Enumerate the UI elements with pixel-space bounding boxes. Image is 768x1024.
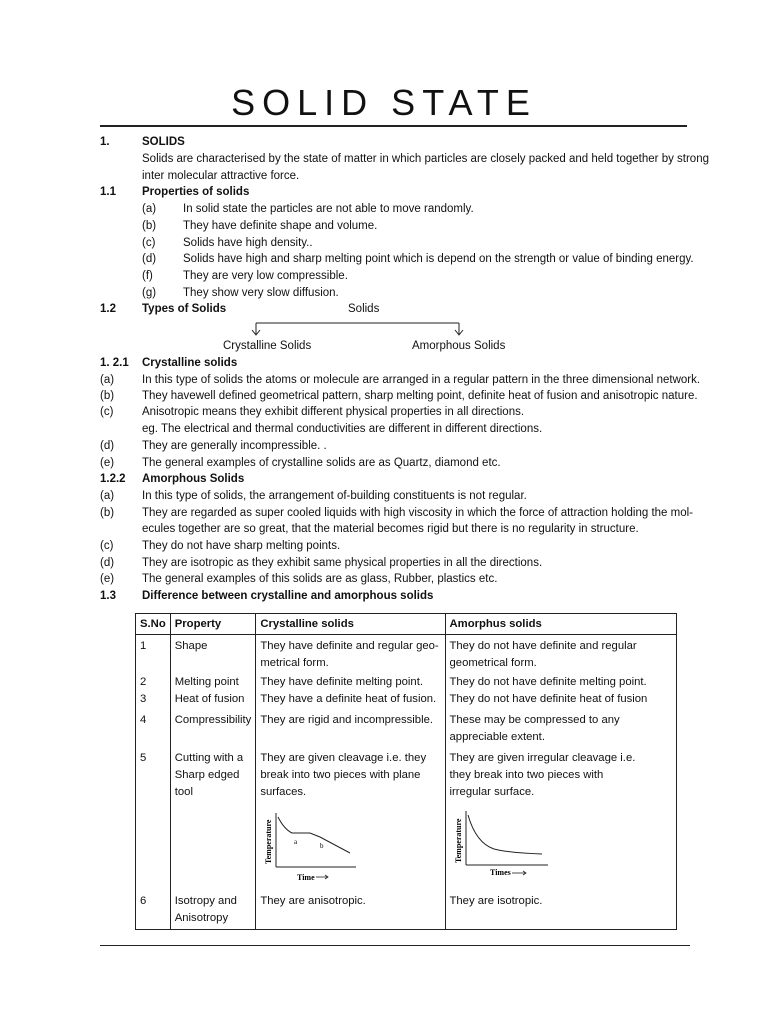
table-row <box>136 710 677 748</box>
header-sno: S.No <box>136 614 171 635</box>
list-item-text: Solids have high and sharp melting point which is depend on the strength or value of binding energy. <box>183 253 694 265</box>
y-axis-label: Temperature <box>453 818 463 863</box>
table-row <box>136 674 677 691</box>
list-item-mark: (b) <box>100 390 115 402</box>
list-item-mark: (a) <box>142 203 157 215</box>
cell-line: Shape <box>174 640 208 652</box>
list-item-mark: (d) <box>100 557 115 569</box>
list-item-text: eg. The electrical and thermal conductivities are different in different directions. <box>142 423 543 435</box>
section-1-2-heading: Types of Solids <box>142 303 227 315</box>
cell-line: They are given irregular cleavage i.e. <box>449 752 636 764</box>
header-property: Property <box>170 614 256 635</box>
curve <box>468 815 542 854</box>
section-1-2-1-heading: Crystalline solids <box>142 357 238 369</box>
cell-line: Anisotropy <box>174 912 229 924</box>
crystalline-graph-cell <box>256 801 445 893</box>
y-axis-label: Temperature <box>264 819 274 864</box>
list-item-mark: (c) <box>142 237 156 249</box>
cell-line: They are isotropic. <box>449 895 543 907</box>
header-crystalline: Crystalline solids <box>256 614 445 635</box>
list-item-text: The general examples of crystalline solids are as Quartz, diamond etc. <box>142 457 501 469</box>
list-item-mark: (d) <box>100 440 115 452</box>
cell-line: surfaces. <box>260 786 307 798</box>
tree-root-label: Solids <box>348 303 380 315</box>
list-item-mark: (a) <box>100 490 115 502</box>
list-item-mark: (b) <box>142 220 157 232</box>
table-cell-amo <box>445 748 677 801</box>
table-cell-sno: 2 <box>136 674 171 691</box>
section-1-2-2-number: 1.2.2 <box>100 473 126 485</box>
page-title: SOLID STATE <box>231 82 537 123</box>
table-cell-sno: 4 <box>136 710 171 748</box>
list-item-text: Anisotropic means they exhibit different physical properties in all directions. <box>142 406 525 418</box>
cell-line: They are rigid and incompressible. <box>260 714 434 726</box>
section-1-text-line1: Solids are characterised by the state of matter in which particles are closely packed and held together by strong <box>142 153 709 165</box>
x-axis-label: Time <box>297 873 315 882</box>
cell-line: They have a definite heat of fusion. <box>260 693 437 705</box>
table-row <box>136 635 677 675</box>
cell-line: irregular surface. <box>449 786 535 798</box>
table-cell-cry <box>256 748 445 801</box>
curve <box>278 817 350 853</box>
table-cell-sno: 1 <box>136 635 171 675</box>
cell-line: They are given cleavage i.e. they <box>260 752 427 764</box>
list-item-text: In this type of solids, the arrangement of-building constituents is not regular. <box>142 490 527 502</box>
list-item-text: They are generally incompressible. . <box>142 440 327 452</box>
table-cell-amo <box>445 691 677 710</box>
list-item-text: They are regarded as super cooled liquids with high viscosity in which the force of attraction holding the mol- <box>142 507 694 519</box>
section-1-heading: SOLIDS <box>142 136 185 148</box>
cell-line: appreciable extent. <box>449 731 545 743</box>
list-item-text: They are very low compressible. <box>183 270 348 282</box>
table-row <box>136 691 677 710</box>
amorphous-graph-cell <box>445 801 677 893</box>
table-cell-amo <box>445 674 677 691</box>
table-cell-cry <box>256 635 445 675</box>
list-item-mark: (e) <box>100 573 115 585</box>
table-cell-amo <box>445 893 677 930</box>
cell-line: They are anisotropic. <box>260 895 366 907</box>
cell-line: They have definite and regular geo- <box>260 640 439 652</box>
comparison-table <box>135 613 677 930</box>
list-item-text: They do not have sharp melting points. <box>142 540 341 552</box>
section-1-3-number: 1.3 <box>100 590 116 602</box>
table-cell-cry <box>256 710 445 748</box>
table-row <box>136 893 677 930</box>
graph-row <box>136 801 677 893</box>
cell-line: Melting point <box>174 676 239 688</box>
table-cell-amo <box>445 710 677 748</box>
list-item-text: They havewell defined geometrical pattern, sharp melting point, definite heat of fusion and anisotropic nature. <box>142 390 698 402</box>
section-1-2-number: 1.2 <box>100 303 116 315</box>
cell-line: They do not have definite melting point. <box>449 676 647 688</box>
cell-line: Sharp edged <box>174 769 240 781</box>
types-tree-lines <box>240 318 480 340</box>
table-cell-cry <box>256 691 445 710</box>
point-a-label: a <box>294 838 298 846</box>
list-item-mark: (c) <box>100 406 114 418</box>
table-cell-cry <box>256 893 445 930</box>
section-1-2-2-heading: Amorphous Solids <box>142 473 245 485</box>
tree-crystalline-label: Crystalline Solids <box>223 340 312 352</box>
title-rule <box>100 125 687 127</box>
table-cell-sno: 3 <box>136 691 171 710</box>
cell-line: Isotropy and <box>174 895 237 907</box>
list-item-mark: (e) <box>100 457 115 469</box>
table-cell-prop <box>170 635 256 675</box>
cell-line: They have definite melting point. <box>260 676 423 688</box>
amorphous-cooling-curve <box>450 809 560 887</box>
cell-line: metrical form. <box>260 657 329 669</box>
cell-line: they break into two pieces with <box>449 769 604 781</box>
graph-empty-cell <box>136 801 171 893</box>
section-1-text-line2: inter molecular attractive force. <box>142 170 300 182</box>
table-cell-prop <box>170 691 256 710</box>
table-cell-prop <box>170 674 256 691</box>
cell-line: Cutting with a <box>174 752 244 764</box>
table-cell-sno: 5 <box>136 748 171 801</box>
table-cell-sno: 6 <box>136 893 171 930</box>
graph-empty-cell <box>170 801 256 893</box>
point-b-label: b <box>320 842 324 850</box>
table-cell-prop <box>170 893 256 930</box>
header-amorphous: Amorphus solids <box>445 614 677 635</box>
list-item-mark: (g) <box>142 287 157 299</box>
cell-line: Compressibility <box>174 714 252 726</box>
list-item-text: Solids have high density.. <box>183 237 313 249</box>
table-cell-amo <box>445 635 677 675</box>
cell-line: tool <box>174 786 193 798</box>
section-1-2-1-number: 1. 2.1 <box>100 357 129 369</box>
table-cell-cry <box>256 674 445 691</box>
cell-line: They do not have definite and regular <box>449 640 637 652</box>
table-row <box>136 748 677 801</box>
list-item-mark: (c) <box>100 540 114 552</box>
cell-line: geometrical form. <box>449 657 537 669</box>
table-cell-prop <box>170 710 256 748</box>
table-header-row <box>136 614 677 635</box>
cell-line: They do not have definite heat of fusion <box>449 693 648 705</box>
cell-line: These may be compressed to any <box>449 714 620 726</box>
list-item-text: They show very slow diffusion. <box>183 287 339 299</box>
list-item-text: ecules together are so great, that the material becomes rigid but there is no regularity in structure. <box>142 523 639 535</box>
list-item-mark: (b) <box>100 507 115 519</box>
footer-rule <box>100 945 690 946</box>
list-item-text: In this type of solids the atoms or molecule are arranged in a regular pattern in the three dimensional network. <box>142 374 701 386</box>
table-cell-prop <box>170 748 256 801</box>
list-item-text: In solid state the particles are not able to move randomly. <box>183 203 474 215</box>
list-item-text: The general examples of this solids are as glass, Rubber, plastics etc. <box>142 573 498 585</box>
tree-amorphous-label: Amorphous Solids <box>412 340 506 352</box>
x-axis-label: Times <box>489 868 511 877</box>
list-item-mark: (d) <box>142 253 157 265</box>
section-1-1-heading: Properties of solids <box>142 186 250 198</box>
section-1-1-number: 1.1 <box>100 186 116 198</box>
section-1-number: 1. <box>100 136 110 148</box>
crystalline-cooling-curve <box>260 809 370 887</box>
cell-line: Heat of fusion <box>174 693 245 705</box>
cell-line: break into two pieces with plane <box>260 769 421 781</box>
list-item-mark: (a) <box>100 374 115 386</box>
list-item-text: They are isotropic as they exhibit same physical properties in all the directions. <box>142 557 543 569</box>
section-1-3-heading: Difference between crystalline and amorphous solids <box>142 590 434 602</box>
list-item-mark: (f) <box>142 270 153 282</box>
list-item-text: They have definite shape and volume. <box>183 220 378 232</box>
